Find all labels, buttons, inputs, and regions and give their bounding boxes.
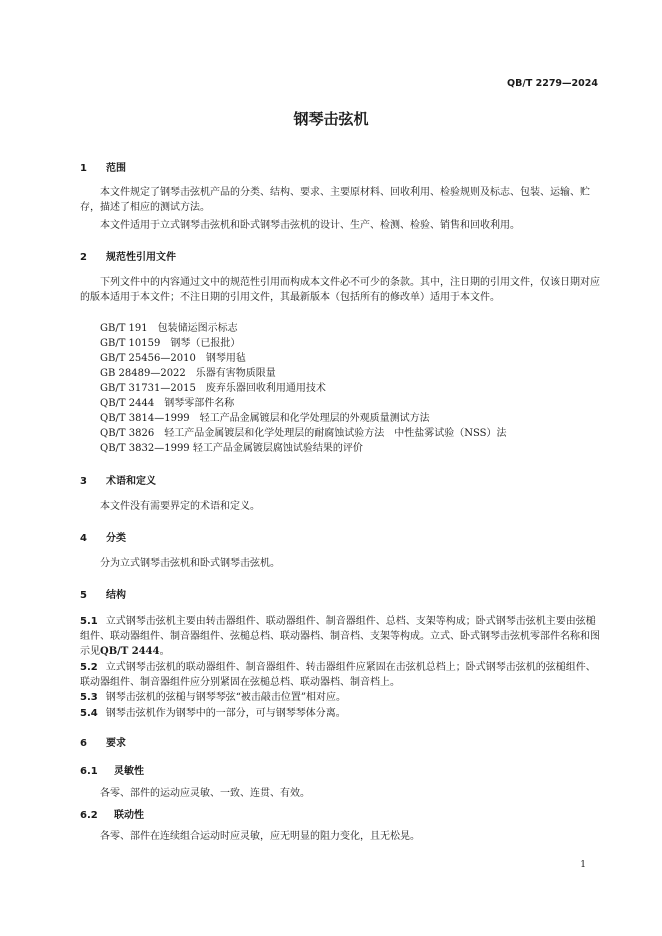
section-4-heading (80, 531, 602, 546)
clause-5-2-number: 5.2 (80, 662, 98, 673)
section-3-title: 术语和定义 (106, 476, 156, 487)
reference-item: GB/T 31731—2015 废弃乐器回收利用通用技术 (100, 383, 326, 394)
clause-5-4 (80, 706, 602, 721)
clause-6-2-title: 联动性 (114, 810, 144, 821)
section-1-title: 范围 (106, 163, 126, 174)
reference-item: QB/T 3826 轻工产品金属镀层和化学处理层的耐腐蚀试验方法 中性盐雾试验（NSS）法 (100, 428, 507, 439)
section-4-number: 4 (80, 533, 87, 544)
section-3-number: 3 (80, 476, 87, 487)
standard-code: QB/T 2279—2024 (507, 78, 598, 89)
reference-item: GB/T 191 包装储运图示标志 (100, 323, 238, 334)
clause-6-2-heading (80, 808, 602, 823)
document-title: 钢琴击弦机 (293, 110, 369, 128)
section-5-title: 结构 (106, 590, 126, 601)
section-5-heading (80, 588, 602, 603)
reference-item: GB/T 10159 钢琴（已报批） (100, 338, 241, 349)
section-1-paragraph-1: 本文件规定了钢琴击弦机产品的分类、结构、要求、主要原材料、回收利用、检验规则及标志、包装、运输、贮存，描述了相应的测试方法。 (80, 187, 590, 213)
clause-5-1-text: 立式钢琴击弦机主要由转击器组件、联动器组件、制音器组件、总档、支架等构成；卧式钢琴击弦机主要由弦槌组件、联动器组件、制音器组件、弦槌总档、联动器档、制音档、支架等构成。立式、卧式钢琴击弦机零部件名称和图示见 (80, 616, 600, 657)
clause-5-1-reference: QB/T 2444 (100, 646, 160, 657)
section-4-paragraph-1: 分为立式钢琴击弦机和卧式钢琴击弦机。 (100, 558, 280, 569)
clause-5-2 (80, 660, 602, 690)
section-3-paragraph-1: 本文件没有需要界定的术语和定义。 (100, 501, 260, 512)
section-3-heading (80, 474, 602, 489)
clause-5-1 (80, 614, 602, 659)
reference-item: QB/T 3832—1999 轻工产品金属镀层腐蚀试验结果的评价 (100, 443, 363, 454)
section-1-number: 1 (80, 163, 87, 174)
clause-5-3-number: 5.3 (80, 692, 98, 703)
clause-5-4-text: 钢琴击弦机作为钢琴中的一部分，可与钢琴琴体分离。 (105, 708, 346, 719)
clause-5-2-text: 立式钢琴击弦机的联动器组件、制音器组件、转击器组件应紧固在击弦机总档上；卧式钢琴击弦机的弦槌组件、联动器组件、制音器组件应分别紧固在弦槌总档、联动器档、制音档上。 (80, 662, 596, 688)
reference-item: QB/T 2444 钢琴零部件名称 (100, 398, 235, 409)
reference-list (80, 321, 622, 456)
clause-5-4-number: 5.4 (80, 708, 98, 719)
clause-6-1-heading (80, 764, 602, 779)
clause-6-1-title: 灵敏性 (114, 766, 144, 777)
clause-6-1-text: 各零、部件的运动应灵敏、一致、连贯、有效。 (100, 788, 310, 799)
clause-5-1-end: 。 (159, 646, 170, 657)
section-4-title: 分类 (106, 533, 126, 544)
clause-6-2-text: 各零、部件在连续组合运动时应灵敏，应无明显的阻力变化，且无松晃。 (100, 831, 420, 842)
section-6-heading (80, 736, 602, 751)
clause-5-3 (80, 690, 602, 705)
section-5-number: 5 (80, 590, 87, 601)
section-2-number: 2 (80, 252, 87, 263)
page-number: 1 (580, 860, 586, 870)
section-6-number: 6 (80, 738, 87, 749)
section-2-heading (80, 250, 602, 265)
clause-5-1-number: 5.1 (80, 616, 98, 627)
section-2-title: 规范性引用文件 (106, 252, 176, 263)
reference-item: GB/T 25456—2010 钢琴用毡 (100, 353, 246, 364)
section-1-paragraph-2: 本文件适用于立式钢琴击弦机和卧式钢琴击弦机的设计、生产、检测、检验、销售和回收利用。 (100, 220, 520, 231)
clause-5-3-text: 钢琴击弦机的弦槌与钢琴琴弦“被击敲击位置”相对应。 (105, 692, 346, 703)
reference-item: GB 28489—2022 乐器有害物质限量 (100, 368, 276, 379)
section-2-paragraph-1: 下列文件中的内容通过文中的规范性引用而构成本文件必不可少的条款。其中，注日期的引用文件，仅该日期对应的版本适用于本文件；不注日期的引用文件，其最新版本（包括所有的修改单）适用于本文件。 (80, 277, 600, 303)
section-1-heading (80, 161, 602, 176)
section-6-title: 要求 (106, 738, 126, 749)
clause-6-2-number: 6.2 (80, 810, 98, 821)
clause-6-1-number: 6.1 (80, 766, 98, 777)
reference-item: QB/T 3814—1999 轻工产品金属镀层和化学处理层的外观质量测试方法 (100, 413, 430, 424)
